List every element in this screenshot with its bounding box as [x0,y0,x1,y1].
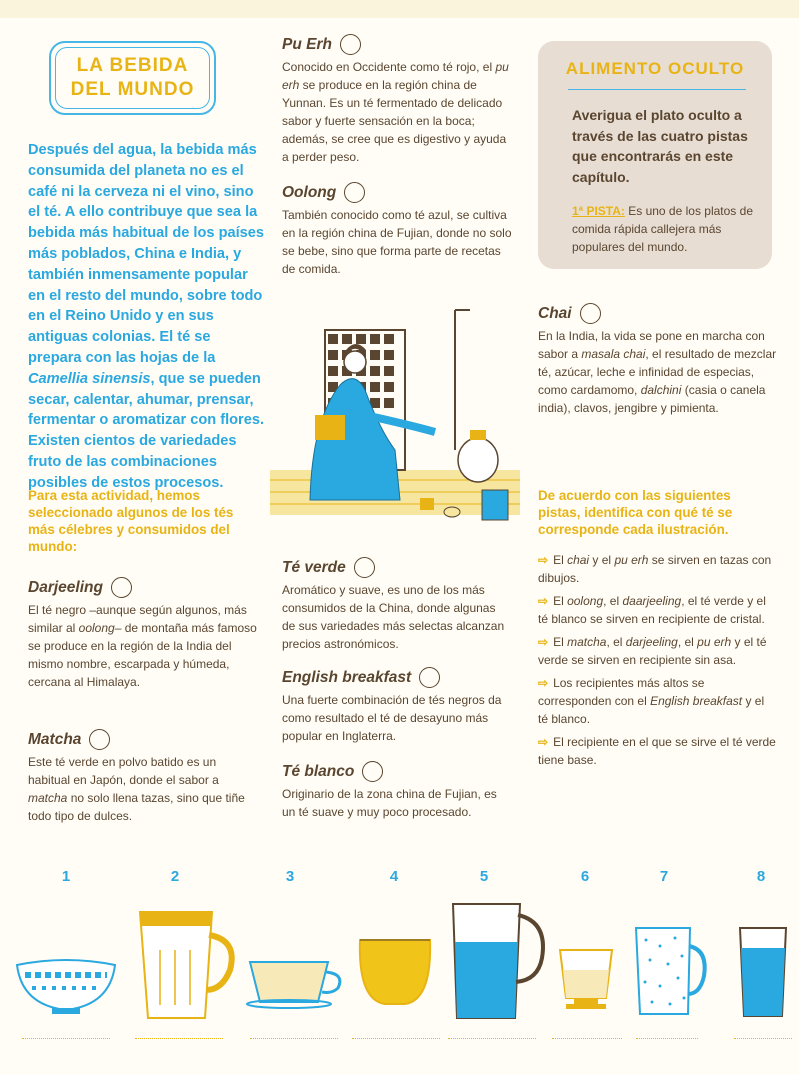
vessel-number-1: 1 [61,868,71,885]
tea-ceremony-illustration [270,300,520,530]
clue-text: El [553,635,568,649]
obi-sash [315,415,345,440]
clue-text: y el [589,553,615,567]
arrow-icon: ⇨ [538,676,549,690]
tea-caddy [420,498,434,510]
desc-text: En la India, la vida se pone en marcha con sabor a [538,329,765,361]
vessel-number-5: 5 [479,868,489,885]
clue-item [538,674,776,728]
clue-text: El [553,594,568,608]
clue-text: , el [606,635,626,649]
clue-text: , el té verde y el té blanco se sirven en recipiente de cristal. [538,594,766,626]
page-title: LA BEBIDA DEL MUNDO [70,55,195,100]
tea-puerh-name: Pu Erh [282,35,332,53]
vessel-number-7: 7 [659,868,669,885]
water-jar [482,490,508,520]
answer-circle[interactable] [354,557,375,578]
tea-oolong-title [282,182,512,203]
activity-text: Para esta actividad, hemos seleccionado algunos de los tés más célebres y consumidos del mundo: [28,488,234,554]
clue-italic: oolong [567,594,604,608]
clue-text: y el té verde se sirven en recipiente sin asa. [538,635,767,667]
clue-item [538,633,776,669]
desc-italic: dalchini [640,383,682,397]
vessel-number-3: 3 [285,868,295,885]
answer-line-4[interactable] [352,1038,440,1039]
tea-darjeeling-title [28,577,258,598]
desc-text: no solo llena tazas, sino que tiñe todo tipo de dulces. [28,791,245,823]
desc-text: (casia o canela india), clavos, jengibre y pimienta. [538,383,766,415]
desc-text: , el resultado de mezclar té, azúcar, leche e infinidad de especias, como cardamomo, [538,347,777,397]
tea-blanco-title [282,761,512,782]
title-box-inner [55,47,210,109]
vessel-8-water-glass [740,928,786,1016]
tea-darjeeling-desc [28,601,258,691]
tea-oolong-name: Oolong [282,183,337,201]
vessel-number-2: 2 [170,868,180,885]
answer-circle[interactable] [362,761,383,782]
clue-text: se sirven en tazas con dibujos. [538,553,772,585]
answer-line-3[interactable] [250,1038,338,1039]
vessels-row [0,890,799,1030]
hidden-panel-title: ALIMENTO OCULTO [565,59,745,78]
hint-text: Es uno de los platos de comida rápida callejera más populares del mundo. [572,204,753,254]
clues-title: De acuerdo con las siguientes pistas, identifica con qué té se corresponde cada ilustración. [538,488,733,537]
tea-english-desc: Una fuerte combinación de tés negros da como resultado el té de desayuno más popular en Inglaterra. [282,693,502,743]
tea-chai-desc [538,327,778,417]
tea-blanco [282,761,512,821]
arrow-icon: ⇨ [538,594,549,608]
hidden-panel-rule [568,89,746,90]
clue-item [538,592,776,628]
clue-text: El recipiente en el que se sirve el té verde tiene base. [538,735,776,767]
tea-darjeeling [28,577,258,691]
vessel-number-4: 4 [389,868,399,885]
head [344,351,366,373]
intro-paragraph [28,140,264,494]
desc-italic: pu erh [282,60,509,92]
title-box [49,41,216,115]
answer-circle[interactable] [580,303,601,324]
answer-circle[interactable] [111,577,132,598]
tea-blanco-name: Té blanco [282,762,355,780]
kettle-lid [470,430,486,440]
tea-verde [282,557,512,653]
clue-italic: pu erh [697,635,732,649]
tea-puerh [282,34,512,166]
clue-text: El [553,553,568,567]
tea-oolong-desc: También conocido como té azul, se cultiva en la región china de Fujian, donde no solo se bebe, sino que forma parte de recetas de comida. [282,208,512,276]
answer-circle[interactable] [344,182,365,203]
clue-item [538,551,776,587]
intro-text-1: Después del agua, la bebida más consumida del planeta no es el café ni la cerveza ni el vino, sino el té. A ello contribuye que sea la bebida más habitual de los países más poblados, China e India, y también inmensamente popular en el resto del mundo, sobre todo en el Reino Unido y en sus antiguas colonias. El té se prepara con las hojas de la [28,142,265,366]
clue-text: , el [677,635,698,649]
tea-verde-name: Té verde [282,558,346,576]
top-strip [0,0,799,18]
answer-line-1[interactable] [22,1038,110,1039]
clue-italic: English breakfast [650,694,743,708]
vessel-6-glass-with-base [560,950,612,1009]
vessel-number-6: 6 [580,868,590,885]
answer-circle[interactable] [340,34,361,55]
arrow-icon: ⇨ [538,635,549,649]
hidden-panel-hint [572,202,762,256]
vessel-1-patterned-bowl [17,960,115,1014]
clue-italic: darjeeling [625,635,678,649]
vessel-4-yellow-cup [360,940,430,1004]
desc-text: Este té verde en polvo batido es un habitual en Japón, donde el sabor a [28,755,219,787]
arrow-icon: ⇨ [538,735,549,749]
tea-puerh-title [282,34,512,55]
answer-line-7[interactable] [636,1038,698,1039]
clue-text: Los recipientes más altos se corresponden con el [538,676,705,708]
tea-darjeeling-name: Darjeeling [28,578,103,596]
intro-text-2: , que se pueden secar, calentar, ahumar, prensar, fermentar o aromatizar con flores. Existen cientos de variedades fruto de las combinaciones posibles de estos procesos. [28,370,265,491]
answer-circle[interactable] [89,729,110,750]
desc-italic: matcha [28,791,68,805]
tea-chai-title [538,303,778,324]
clues-list [538,551,776,774]
tea-puerh-desc [282,58,512,166]
clue-italic: chai [567,553,590,567]
answer-line-6[interactable] [552,1038,622,1039]
tea-bowl [444,507,460,517]
intro-species: Camellia sinensis [28,370,151,387]
desc-italic: masala chai [581,347,646,361]
tea-blanco-desc: Originario de la zona china de Fujian, es un té suave y muy poco procesado. [282,787,497,819]
tea-verde-desc: Aromático y suave, es uno de los más consumidos de la China, donde algunas de sus variedades más selectas alcanzan precios astronómicos. [282,583,505,651]
clue-text: y el té blanco. [538,694,765,726]
vessel-7-dotted-mug [636,928,705,1014]
tea-chai-name: Chai [538,304,572,322]
clue-italic: matcha [567,635,607,649]
desc-text: Conocido en Occidente como té rojo, el [282,60,496,74]
hint-label: 1ª PISTA: [572,204,625,218]
hidden-panel-text: Averigua el plato oculto a través de las cuatro pistas que encontrarás en este capítulo. [572,107,748,185]
answer-line-8[interactable] [734,1038,792,1039]
clue-italic: pu erh [614,553,649,567]
desc-text: – de montaña más famoso se produce en la región de la India del mismo nombre, escarpada y húmeda, cercana al Himalaya. [28,621,257,689]
arrow-icon: ⇨ [538,553,549,567]
kettle [458,438,498,482]
vessel-number-8: 8 [756,868,766,885]
answer-line-5[interactable] [448,1038,536,1039]
desc-italic: oolong [78,621,115,635]
tea-matcha-title [28,729,258,750]
tea-matcha [28,729,258,825]
desc-text: El té negro –aunque según algunos, más similar al [28,603,247,635]
tea-matcha-desc [28,753,258,825]
answer-circle[interactable] [419,667,440,688]
tea-english-name: English breakfast [282,668,412,686]
answer-line-2[interactable] [135,1038,223,1039]
vessel-5-glass-jug [453,904,543,1018]
tea-verde-title [282,557,512,578]
clue-text: , el [603,594,623,608]
clue-item [538,733,776,769]
desc-text: se produce en la región china de Yunnan. Es un té fermentado de delicado sabor y fuerte sensación en la boca; además, se cree que es digestivo y ayuda a perder peso. [282,78,507,164]
tea-oolong [282,182,512,278]
tea-english [282,667,512,745]
tea-chai [538,303,778,417]
vessel-3-glass-teacup [247,962,340,1008]
vessel-2-tall-mug [140,912,232,1018]
tea-matcha-name: Matcha [28,730,82,748]
tea-english-title [282,667,512,688]
hidden-food-panel [538,41,772,269]
clue-italic: daarjeeling [622,594,682,608]
